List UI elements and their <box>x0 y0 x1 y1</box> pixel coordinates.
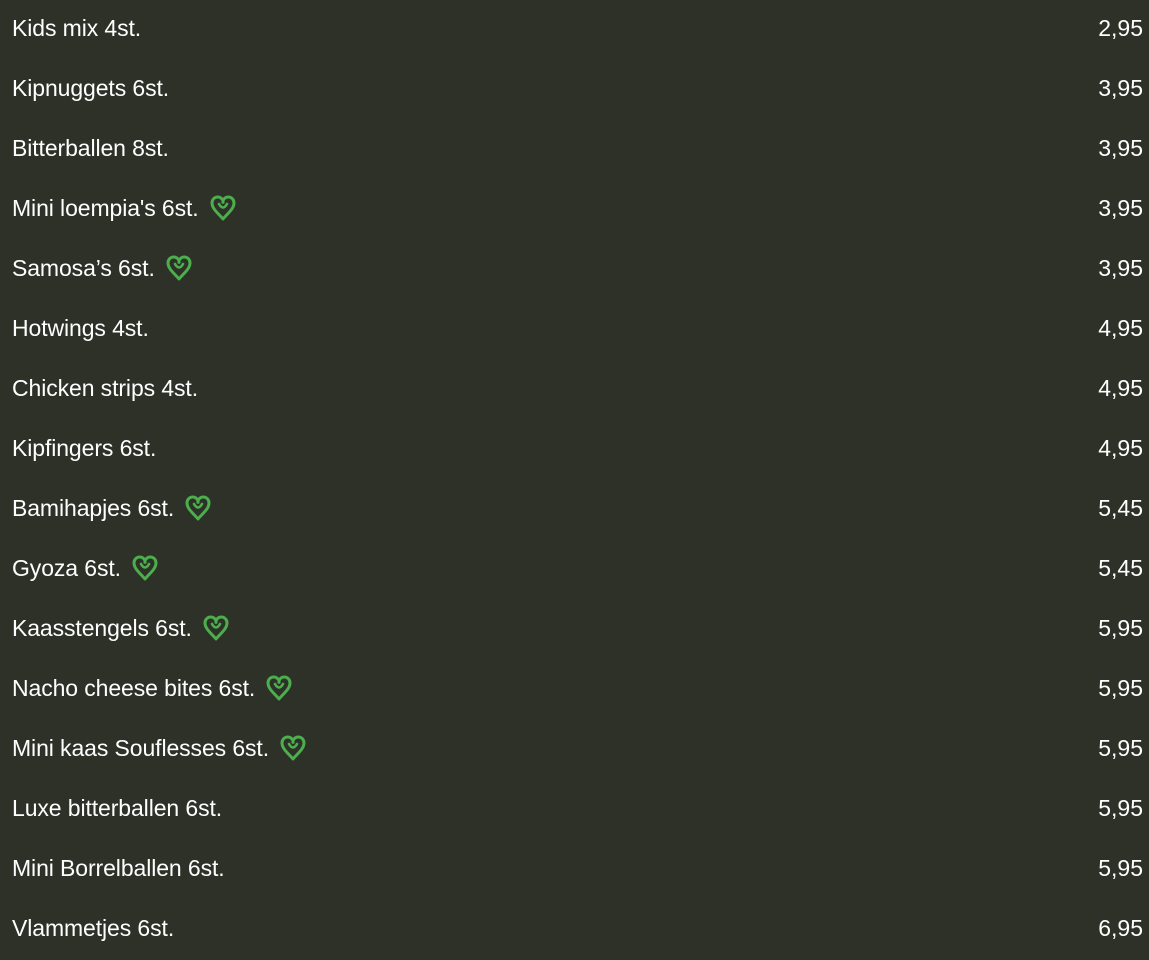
menu-item-name: Vlammetjes 6st. <box>12 915 175 941</box>
menu-item[interactable] <box>0 120 1149 180</box>
menu-item-name: Bitterballen 8st. <box>12 135 169 161</box>
menu-item[interactable] <box>0 720 1149 780</box>
menu-item[interactable] <box>0 60 1149 120</box>
menu-item-name: Luxe bitterballen 6st. <box>12 795 223 821</box>
menu-item-price: 5,95 <box>1098 855 1143 881</box>
menu-item[interactable] <box>0 480 1149 540</box>
menu-item-price: 5,95 <box>1098 735 1143 761</box>
menu-item-name: Chicken strips 4st. <box>12 375 198 401</box>
vegetarian-heart-icon <box>131 554 159 582</box>
menu-item-name: Bamihapjes 6st. <box>12 495 175 521</box>
menu-item-name: Gyoza 6st. <box>12 555 121 581</box>
menu-item-price: 3,95 <box>1098 195 1143 221</box>
vegetarian-heart-icon <box>279 734 307 762</box>
menu-item[interactable] <box>0 780 1149 840</box>
menu-item[interactable] <box>0 240 1149 300</box>
menu-item-price: 5,45 <box>1098 555 1143 581</box>
menu-item-price: 5,95 <box>1098 615 1143 641</box>
menu-item[interactable] <box>0 360 1149 420</box>
vegetarian-heart-icon <box>165 254 193 282</box>
menu-item-price: 5,45 <box>1098 495 1143 521</box>
menu-item[interactable] <box>0 660 1149 720</box>
menu-item[interactable] <box>0 0 1149 60</box>
menu-item-name: Kipfingers 6st. <box>12 435 157 461</box>
vegetarian-heart-icon <box>202 614 230 642</box>
menu-item-name: Kipnuggets 6st. <box>12 75 170 101</box>
menu-item-name: Hotwings 4st. <box>12 315 149 341</box>
menu-item-price: 6,95 <box>1098 915 1143 941</box>
menu-item[interactable] <box>0 840 1149 900</box>
menu-item[interactable] <box>0 600 1149 660</box>
menu-item-price: 3,95 <box>1098 135 1143 161</box>
menu-item-price: 4,95 <box>1098 435 1143 461</box>
menu-item-price: 3,95 <box>1098 255 1143 281</box>
menu-item[interactable] <box>0 300 1149 360</box>
vegetarian-heart-icon <box>184 494 212 522</box>
menu-item-price: 4,95 <box>1098 315 1143 341</box>
vegetarian-heart-icon <box>209 194 237 222</box>
menu-item[interactable] <box>0 540 1149 600</box>
menu-item[interactable] <box>0 420 1149 480</box>
menu-item[interactable] <box>0 180 1149 240</box>
vegetarian-heart-icon <box>265 674 293 702</box>
menu-item-name: Mini loempia's 6st. <box>12 195 199 221</box>
menu-item-price: 4,95 <box>1098 375 1143 401</box>
menu-item-name: Nacho cheese bites 6st. <box>12 675 256 701</box>
menu-item-price: 3,95 <box>1098 75 1143 101</box>
menu-item-name: Kaasstengels 6st. <box>12 615 192 641</box>
menu-item-name: Mini Borrelballen 6st. <box>12 855 225 881</box>
menu-item-name: Kids mix 4st. <box>12 15 142 41</box>
menu-item-price: 5,95 <box>1098 795 1143 821</box>
menu-item-name: Samosa’s 6st. <box>12 255 155 281</box>
menu-item-price: 2,95 <box>1098 15 1143 41</box>
menu-item-price: 5,95 <box>1098 675 1143 701</box>
menu-item[interactable] <box>0 900 1149 960</box>
menu-item-name: Mini kaas Souflesses 6st. <box>12 735 270 761</box>
